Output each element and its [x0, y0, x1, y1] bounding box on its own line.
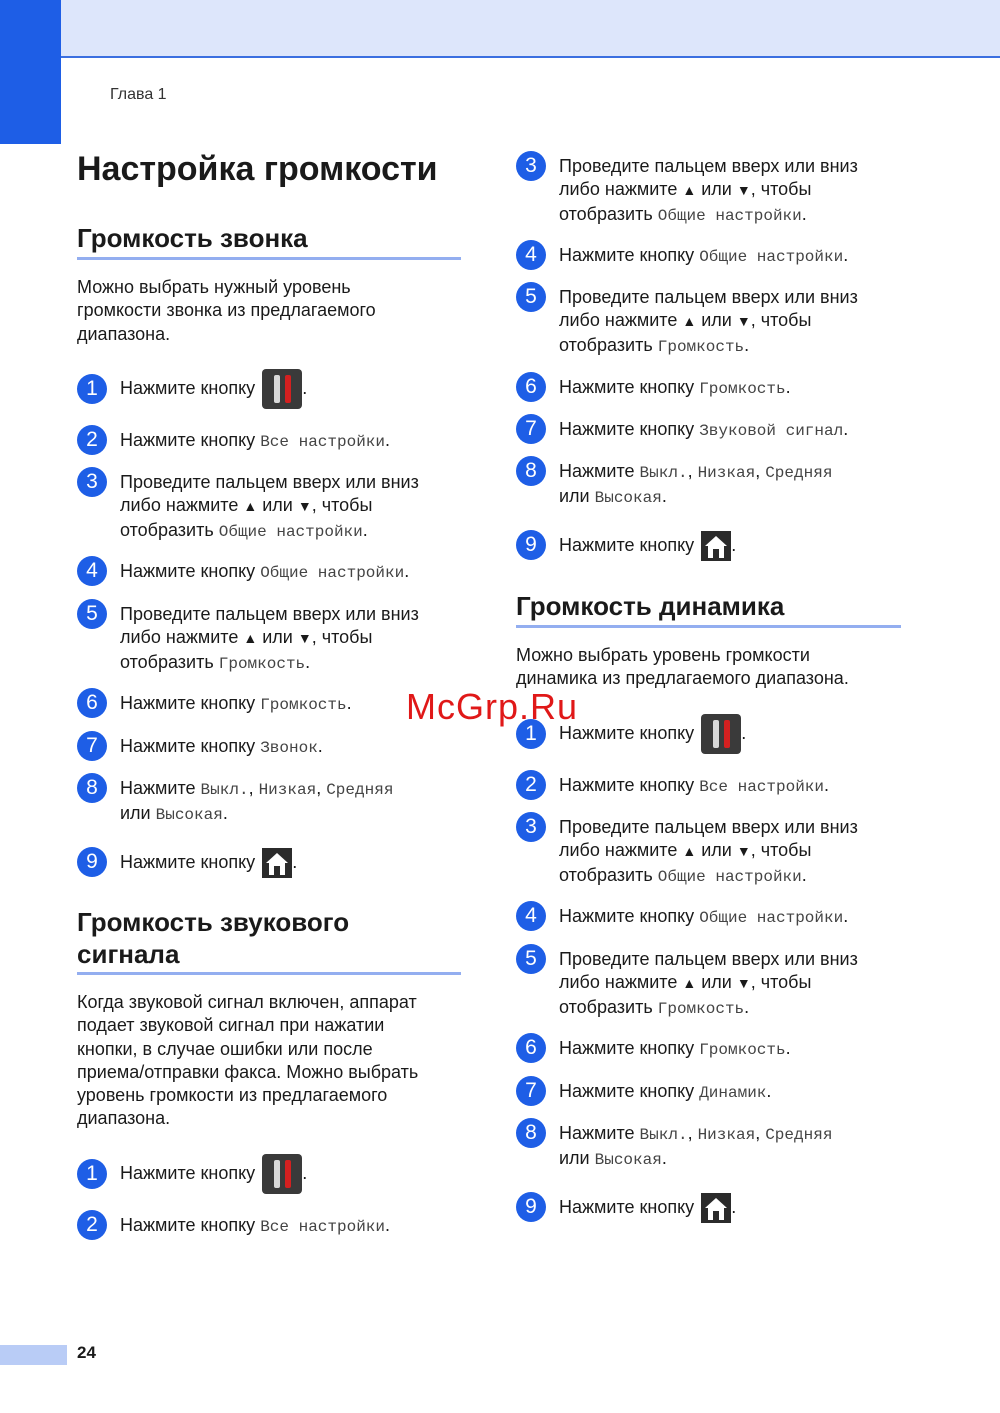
- menu-option: Все настройки: [260, 433, 386, 451]
- menu-option: Громкость: [657, 999, 745, 1018]
- tools-icon[interactable]: [262, 1154, 302, 1194]
- down-arrow-icon: ▼: [297, 498, 312, 515]
- step-text: .: [346, 693, 352, 713]
- step-text: ,: [687, 461, 698, 481]
- menu-option: Звуковой сигнал: [699, 422, 844, 440]
- step-text: или: [696, 310, 737, 331]
- page-title: Настройка громкости: [77, 150, 438, 188]
- menu-option: Общие настройки: [260, 564, 405, 582]
- up-arrow-icon: ▲: [682, 182, 697, 199]
- step-text: Нажмите кнопку: [120, 736, 261, 756]
- menu-option: Выкл.: [639, 1126, 688, 1144]
- step-text: , чтобы: [750, 840, 812, 861]
- step-text: Нажмите кнопку: [559, 534, 700, 555]
- step-text: .: [785, 377, 791, 397]
- menu-option: Динамик: [699, 1084, 767, 1102]
- step-number: 1: [516, 719, 546, 749]
- section-beep-intro: Когда звуковой сигнал включен, аппарат подает звуковой сигнал при нажатии кнопки, в случае ошибки или после приема/отправки факса. Можно выбрать уровень громкости из предлагаемого диапазона.: [77, 992, 419, 1129]
- down-arrow-icon: ▼: [297, 630, 312, 647]
- menu-option: Низкая: [697, 464, 756, 482]
- step-text: Нажмите кнопку: [559, 1196, 700, 1217]
- step-text: .: [785, 1038, 791, 1058]
- menu-option: Общие настройки: [699, 248, 844, 266]
- header-band: [0, 0, 1000, 58]
- menu-option: Громкость: [218, 654, 306, 673]
- step-number: 1: [77, 374, 107, 404]
- step-text: Нажмите кнопку: [559, 1081, 700, 1101]
- step-text: Нажмите кнопку: [120, 1215, 261, 1235]
- step-text: Нажмите кнопку: [120, 561, 261, 581]
- section-speaker-heading: Громкость динамика: [516, 591, 785, 621]
- step-text: или: [696, 972, 737, 993]
- step-number: 7: [516, 414, 546, 444]
- step-number: 6: [516, 372, 546, 402]
- section-beep-heading: Громкость звукового сигнала: [77, 907, 350, 969]
- menu-option: Общие настройки: [699, 909, 844, 927]
- down-arrow-icon: ▼: [736, 975, 751, 992]
- step-number: 2: [77, 425, 107, 455]
- step-text: Нажмите кнопку: [559, 775, 700, 795]
- step-text: , чтобы: [311, 495, 373, 516]
- step-text: ,: [755, 461, 766, 481]
- step-text: либо нажмите: [559, 179, 683, 200]
- menu-option: Выкл.: [200, 781, 249, 799]
- page-number: 24: [77, 1343, 96, 1362]
- step-text: .: [824, 775, 830, 795]
- step-text: Нажмите кнопку: [120, 377, 261, 398]
- step-text: Нажмите кнопку: [559, 906, 700, 926]
- chapter-label: Глава 1: [110, 86, 167, 103]
- step-number: 3: [516, 812, 546, 842]
- menu-option: Средняя: [326, 781, 394, 799]
- step-number: 7: [77, 731, 107, 761]
- step-text: Проведите пальцем вверх или вниз: [559, 287, 858, 307]
- step-text: .: [843, 419, 849, 439]
- up-arrow-icon: ▲: [682, 843, 697, 860]
- section-rule: [77, 257, 461, 260]
- menu-option: Все настройки: [260, 1218, 386, 1236]
- home-icon[interactable]: [701, 531, 731, 561]
- step-text: .: [843, 245, 849, 265]
- step-number: 8: [516, 456, 546, 486]
- step-text: ,: [248, 778, 259, 798]
- step-number: 9: [77, 847, 107, 877]
- menu-option: Громкость: [260, 696, 347, 714]
- step-text: .: [661, 486, 667, 507]
- step-text: Проведите пальцем вверх или вниз: [120, 604, 419, 624]
- step-number: 3: [516, 151, 546, 181]
- up-arrow-icon: ▲: [682, 313, 697, 330]
- step-text: ,: [687, 1123, 698, 1143]
- step-text: .: [661, 1148, 667, 1169]
- step-text: Нажмите кнопку: [559, 1038, 700, 1058]
- step-text: .: [731, 534, 737, 555]
- step-number: 9: [516, 1192, 546, 1222]
- step-text: или: [559, 486, 595, 507]
- step-text: .: [741, 722, 747, 743]
- step-number: 4: [516, 240, 546, 270]
- step-text: .: [362, 519, 368, 540]
- step-text: либо нажмите: [120, 627, 244, 648]
- menu-option: Громкость: [699, 380, 786, 398]
- step-text: либо нажмите: [559, 310, 683, 331]
- step-text: .: [317, 736, 323, 756]
- chapter-tab: [0, 0, 61, 144]
- watermark: McGrp.Ru: [406, 686, 579, 727]
- step-number: 8: [77, 773, 107, 803]
- step-text: либо нажмите: [559, 972, 683, 993]
- step-text: отобразить: [120, 519, 219, 540]
- step-text: Нажмите кнопку: [559, 419, 700, 439]
- step-number: 5: [516, 944, 546, 974]
- step-text: .: [385, 1215, 391, 1235]
- step-number: 7: [516, 1076, 546, 1106]
- step-text: .: [744, 334, 750, 355]
- menu-option: Средняя: [765, 1126, 833, 1144]
- step-text: , чтобы: [750, 179, 812, 200]
- step-text: .: [302, 1162, 308, 1183]
- step-text: ,: [755, 1123, 766, 1143]
- step-text: , чтобы: [750, 972, 812, 993]
- step-number: 1: [77, 1159, 107, 1189]
- step-text: или: [696, 179, 737, 200]
- menu-option: Громкость: [699, 1041, 786, 1059]
- step-text: Проведите пальцем вверх или вниз: [559, 817, 858, 837]
- step-text: или: [696, 840, 737, 861]
- step-text: отобразить: [559, 203, 658, 224]
- menu-option: Высокая: [594, 1151, 662, 1170]
- step-text: Нажмите кнопку: [120, 851, 261, 872]
- menu-option: Все настройки: [699, 778, 825, 796]
- up-arrow-icon: ▲: [243, 630, 258, 647]
- step-text: Проведите пальцем вверх или вниз: [120, 472, 419, 492]
- step-text: Проведите пальцем вверх или вниз: [559, 156, 858, 176]
- section-rule: [77, 972, 461, 975]
- step-number: 8: [516, 1118, 546, 1148]
- menu-option: Средняя: [765, 464, 833, 482]
- menu-option: Выкл.: [639, 464, 688, 482]
- section-ring-heading: Громкость звонка: [77, 223, 308, 253]
- step-number: 3: [77, 467, 107, 497]
- step-text: Нажмите кнопку: [120, 430, 261, 450]
- up-arrow-icon: ▲: [682, 975, 697, 992]
- menu-option: Звонок: [260, 739, 318, 757]
- section-speaker-intro: Можно выбрать уровень громкости динамика из предлагаемого диапазона.: [516, 645, 849, 689]
- down-arrow-icon: ▼: [736, 843, 751, 860]
- step-text: Проведите пальцем вверх или вниз: [559, 949, 858, 969]
- step-text: .: [302, 377, 308, 398]
- step-text: .: [222, 803, 228, 824]
- step-number: 5: [516, 282, 546, 312]
- step-number: 4: [516, 901, 546, 931]
- step-text: Нажмите кнопку: [559, 377, 700, 397]
- step-number: 2: [77, 1210, 107, 1240]
- menu-option: Высокая: [594, 489, 662, 508]
- down-arrow-icon: ▼: [736, 182, 751, 199]
- step-text: Нажмите кнопку: [559, 722, 700, 743]
- step-text: или: [257, 627, 298, 648]
- step-text: или: [559, 1148, 595, 1169]
- step-number: 4: [77, 556, 107, 586]
- step-text: , чтобы: [311, 627, 373, 648]
- step-text: .: [801, 203, 807, 224]
- step-number: 9: [516, 530, 546, 560]
- step-text: ,: [316, 778, 327, 798]
- page-strip: [0, 1345, 67, 1365]
- step-text: Нажмите: [559, 461, 640, 481]
- step-number: 6: [77, 688, 107, 718]
- home-icon[interactable]: [701, 1193, 731, 1223]
- step-text: .: [292, 851, 298, 872]
- step-text: Нажмите: [120, 778, 201, 798]
- step-text: .: [843, 906, 849, 926]
- step-text: .: [385, 430, 391, 450]
- section-rule: [516, 625, 901, 628]
- tools-icon[interactable]: [701, 714, 741, 754]
- step-text: отобразить: [120, 651, 219, 672]
- step-text: .: [744, 996, 750, 1017]
- step-text: Нажмите: [559, 1123, 640, 1143]
- menu-option: Низкая: [258, 781, 317, 799]
- step-text: или: [257, 495, 298, 516]
- menu-option: Высокая: [155, 806, 223, 825]
- menu-option: Общие настройки: [218, 522, 363, 541]
- step-number: 5: [77, 599, 107, 629]
- step-number: 6: [516, 1033, 546, 1063]
- step-text: .: [801, 864, 807, 885]
- section-ring-intro: Можно выбрать нужный уровень громкости звонка из предлагаемого диапазона.: [77, 277, 376, 344]
- menu-option: Громкость: [657, 337, 745, 356]
- up-arrow-icon: ▲: [243, 498, 258, 515]
- menu-option: Общие настройки: [657, 867, 802, 886]
- step-text: Нажмите кнопку: [120, 1162, 261, 1183]
- step-text: .: [305, 651, 311, 672]
- step-text: или: [120, 803, 156, 824]
- step-number: 2: [516, 770, 546, 800]
- step-text: .: [731, 1196, 737, 1217]
- step-text: либо нажмите: [559, 840, 683, 861]
- step-text: отобразить: [559, 334, 658, 355]
- tools-icon[interactable]: [262, 369, 302, 409]
- step-text: .: [404, 561, 410, 581]
- step-text: либо нажмите: [120, 495, 244, 516]
- down-arrow-icon: ▼: [736, 313, 751, 330]
- step-text: отобразить: [559, 864, 658, 885]
- menu-option: Низкая: [697, 1126, 756, 1144]
- step-text: отобразить: [559, 996, 658, 1017]
- step-text: .: [766, 1081, 772, 1101]
- home-icon[interactable]: [262, 848, 292, 878]
- step-text: , чтобы: [750, 310, 812, 331]
- step-text: Нажмите кнопку: [559, 245, 700, 265]
- menu-option: Общие настройки: [657, 206, 802, 225]
- step-text: Нажмите кнопку: [120, 693, 261, 713]
